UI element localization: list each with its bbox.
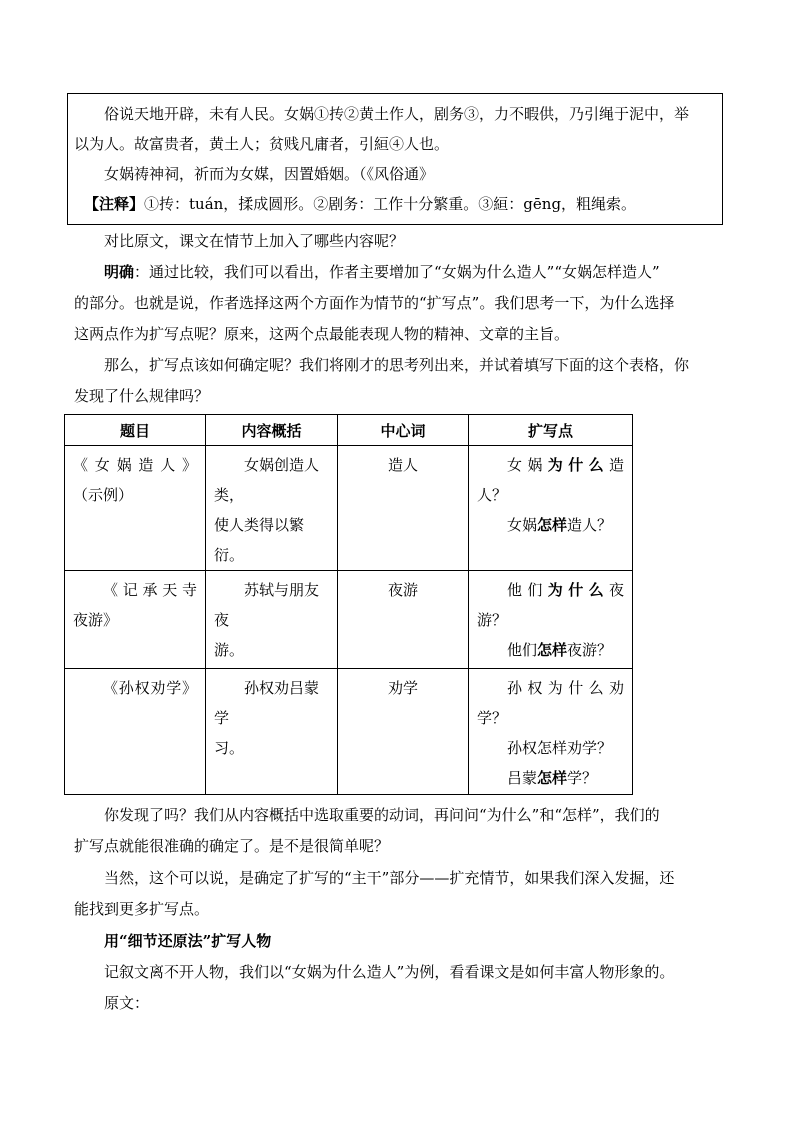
- quote-line: 以为人。故富贵者，黄土人；贫贱凡庸者，引絙④人也。: [74, 135, 450, 153]
- table-row: [65, 571, 633, 669]
- quote-box: [67, 93, 723, 225]
- expansion-cell: 女娲为什么造 人？ 女娲怎样造人？: [469, 446, 633, 571]
- paragraph: 原文：: [104, 994, 150, 1012]
- summary-cell: 女娲创造人类， 使人类得以繁衍。: [206, 446, 338, 571]
- table-row: [65, 669, 633, 795]
- table-header-row: [65, 415, 633, 446]
- paragraph: 你发现了吗？我们从内容概括中选取重要的动词，再问问“为什么”和“怎样”，我们的 扩写点就能很准确的确定了。是不是很简单呢？: [74, 806, 660, 855]
- quote-note: [74, 189, 714, 219]
- expansion-table: [64, 414, 633, 795]
- keyword-cell: 造人: [338, 446, 469, 571]
- summary-cell: 苏轼与朋友夜 游。: [206, 571, 338, 669]
- answer-label: 明确: [104, 263, 135, 281]
- paragraph: 当然，这个可以说，是确定了扩写的“主干”部分——扩充情节，如果我们深入发掘，还 能找到更多扩写点。: [74, 869, 675, 918]
- summary-cell: 孙权劝吕蒙学 习。: [206, 669, 338, 795]
- header-cell: 内容概括: [206, 415, 338, 446]
- expansion-cell: 孙权为什么劝 学？ 孙权怎样劝学？ 吕蒙怎样学？: [469, 669, 633, 795]
- title-cell: 《女娲造人》 （示例）: [65, 446, 206, 571]
- quote-line: 女娲祷神祠，祈而为女媒，因置婚姻。（《风俗通》: [104, 165, 435, 183]
- paragraph-answer: 明确：通过比较，我们可以看出，作者主要增加了“女娲为什么造人”“女娲怎样造人” 的部分。也就是说，作者选择这两个方面作为情节的“扩写点”。我们思考一下，为什么选择 这两点作为扩写点呢？原来，这两个点最能表现人物的精神、文章的主旨。: [74, 263, 675, 343]
- keyword-cell: 劝学: [338, 669, 469, 795]
- header-cell: 中心词: [338, 415, 469, 446]
- note-text: ①抟：tuán，揉成圆形。②剧务：工作十分繁重。③絙：gēng，粗绳索。: [144, 195, 637, 213]
- header-cell: 题目: [65, 415, 206, 446]
- header-cell: 扩写点: [469, 415, 633, 446]
- expansion-cell: 他们为什么夜 游？ 他们怎样夜游？: [469, 571, 633, 669]
- section-heading: 用“细节还原法”扩写人物: [104, 932, 272, 950]
- note-label: 【注释】: [84, 195, 145, 213]
- table-row: [65, 446, 633, 571]
- paragraph: 对比原文，课文在情节上加入了哪些内容呢？: [104, 232, 405, 250]
- keyword-cell: 夜游: [338, 571, 469, 669]
- title-cell: 《记承天寺 夜游》: [65, 571, 206, 669]
- title-cell: 《孙权劝学》: [65, 669, 206, 795]
- paragraph: 记叙文离不开人物，我们以“女娲为什么造人”为例，看看课文是如何丰富人物形象的。: [104, 963, 675, 981]
- quote-line: 俗说天地开辟，未有人民。女娲①抟②黄土作人，剧务③，力不暇供，乃引绳于泥中，举: [104, 105, 690, 123]
- paragraph: 那么，扩写点该如何确定呢？我们将刚才的思考列出来，并试着填写下面的这个表格，你 发现了什么规律吗？: [74, 356, 690, 405]
